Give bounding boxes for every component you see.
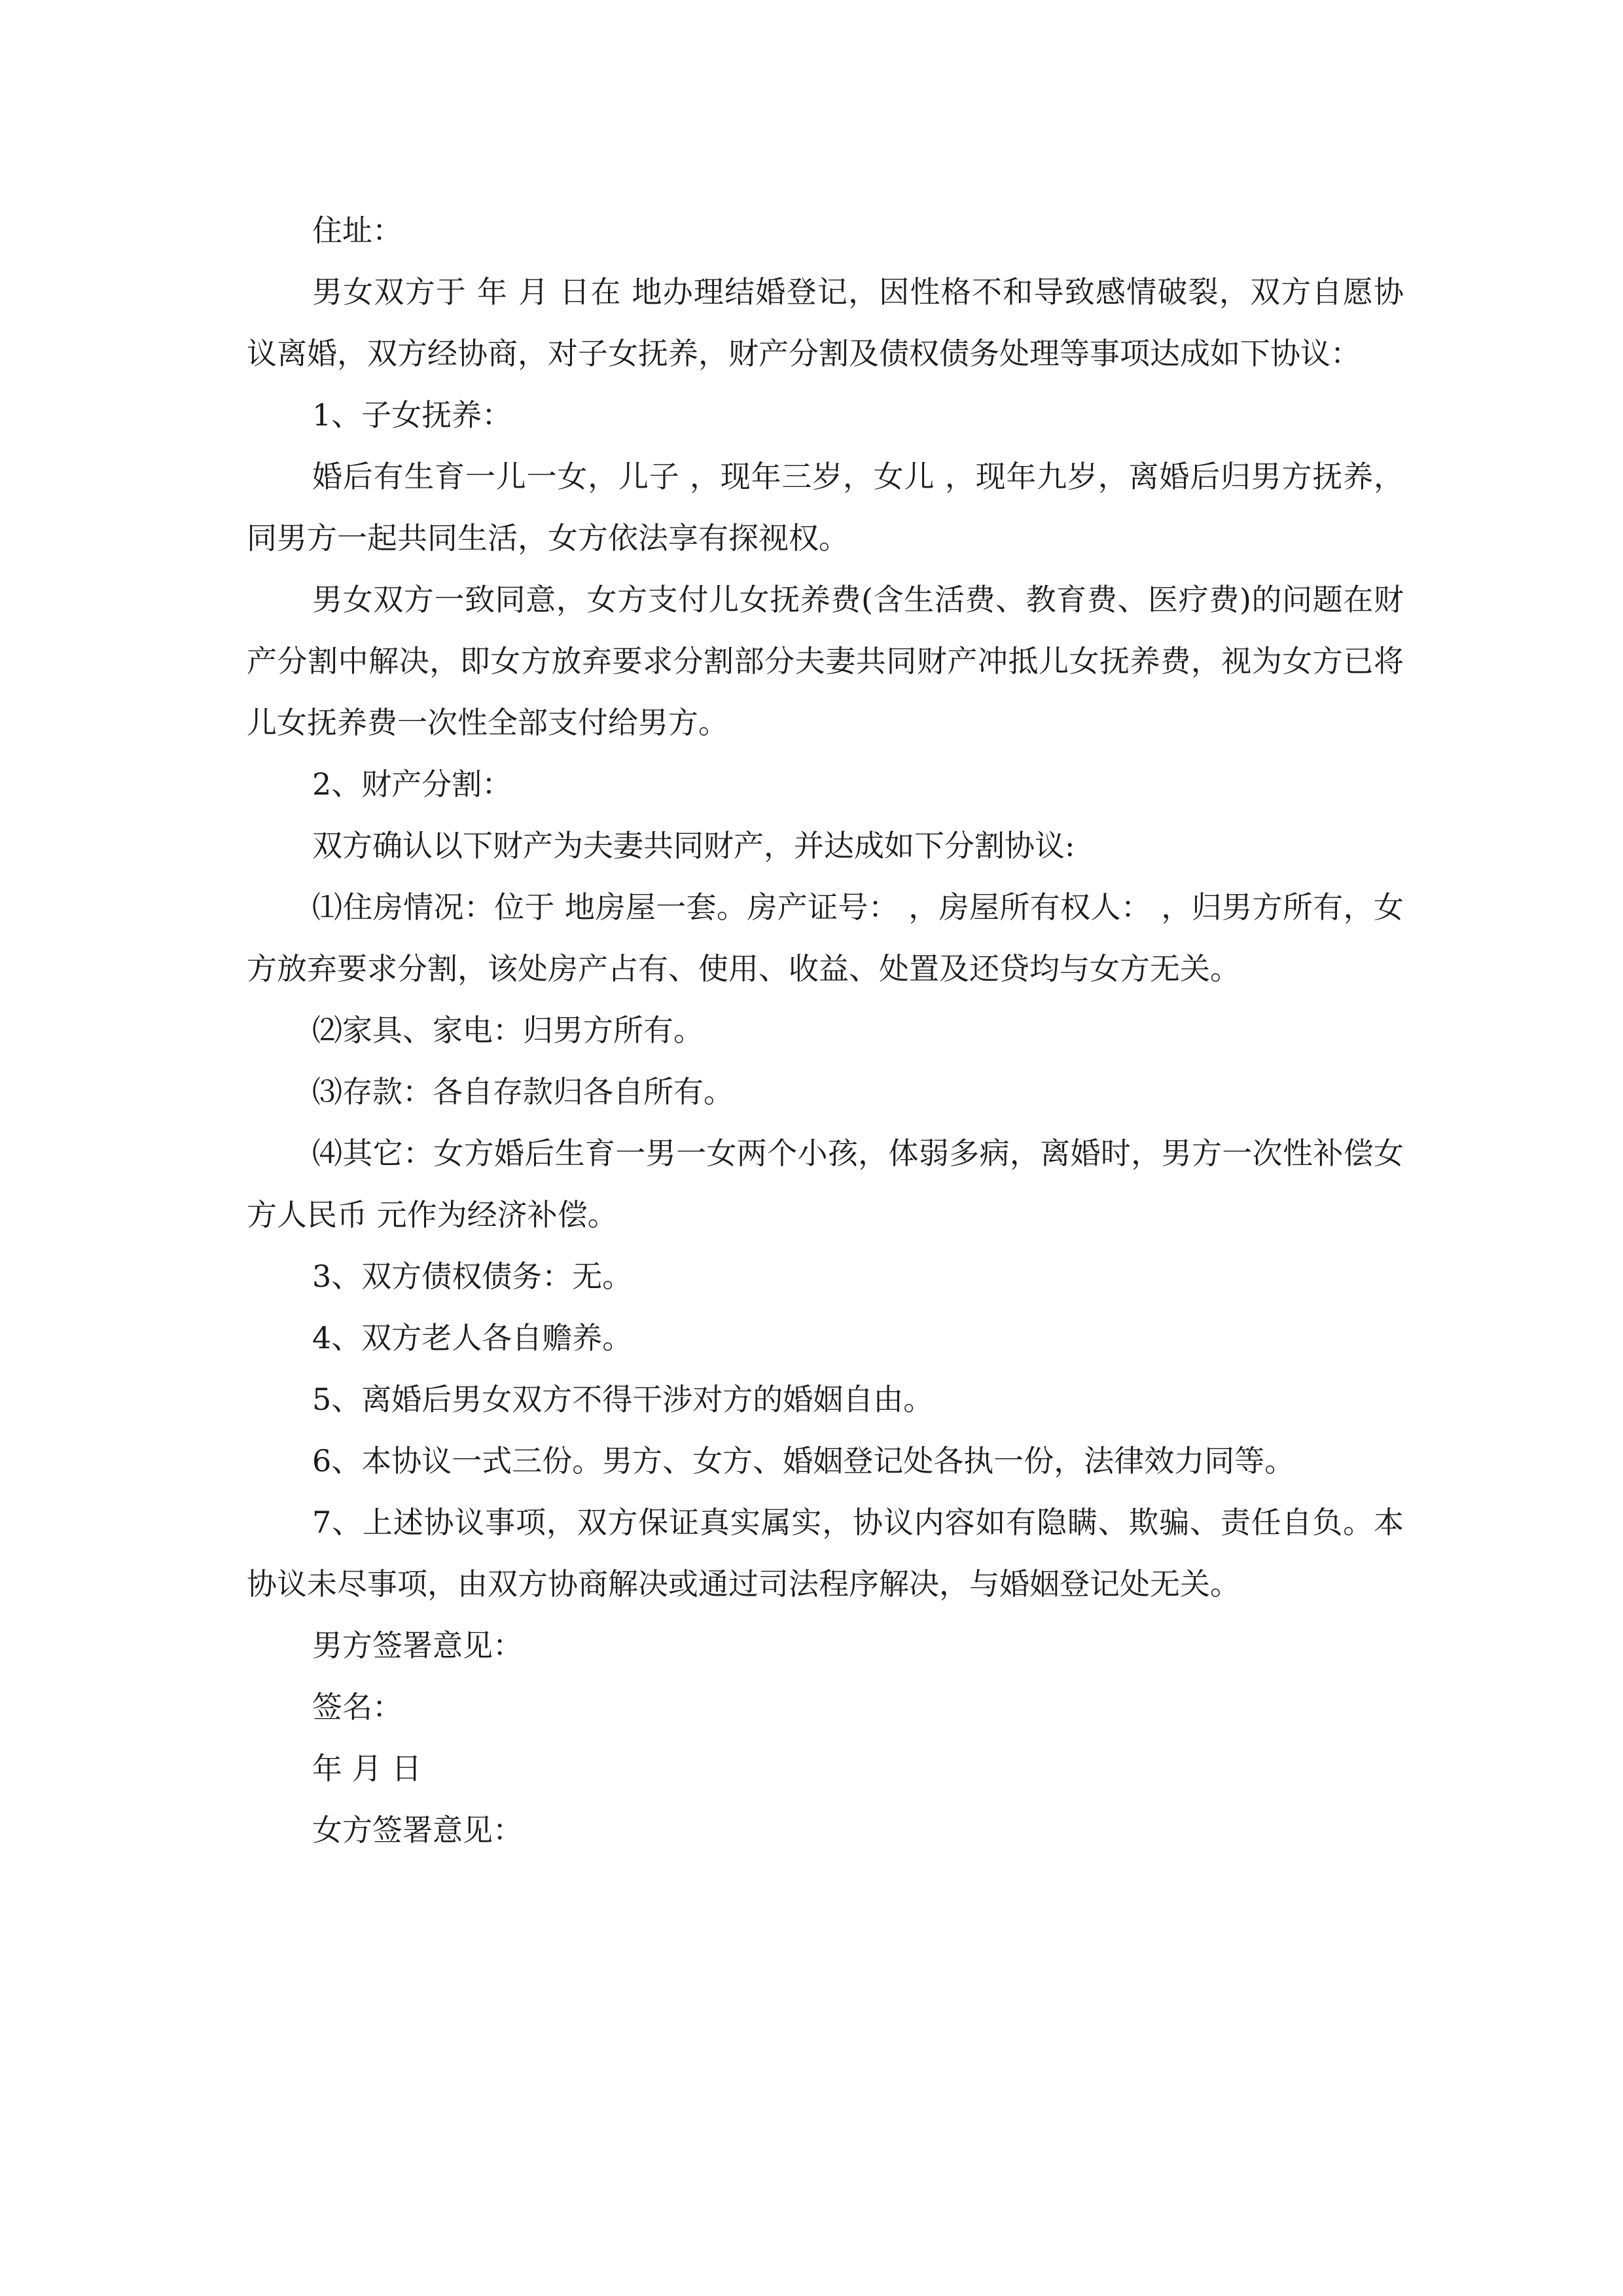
- section-7-guarantee: 7、上述协议事项，双方保证真实属实，协议内容如有隐瞒、欺骗、责任自负。本协议未尽事项，由双方协商解决或通过司法程序解决，与婚姻登记处无关。: [247, 1505, 1404, 1602]
- property-item-other: ⑷其它：女方婚后生育一男一女两个小孩，体弱多病，离婚时，男方一次性补偿女方人民币 元作为经济补偿。: [247, 1136, 1404, 1232]
- section-2-heading: 2、财产分割：: [312, 766, 512, 802]
- section-6-copies: 6、本协议一式三份。男方、女方、婚姻登记处各执一份，法律效力同等。: [312, 1443, 1295, 1479]
- intro-paragraph: 男女双方于 年 月 日在 地办理结婚登记，因性格不和导致感情破裂，双方自愿协议离婚，双方经协商，对子女抚养，财产分割及债权债务处理等事项达成如下协议：: [247, 274, 1404, 371]
- section-3-debts: 3、双方债权债务：无。: [312, 1259, 633, 1294]
- address-line: 住址：: [312, 213, 402, 248]
- property-intro: 双方确认以下财产为夫妻共同财产，并达成如下分割协议:: [312, 828, 1075, 863]
- section-4-elders: 4、双方老人各自赡养。: [312, 1320, 633, 1355]
- child-custody-paragraph: 婚后有生育一儿一女，儿子 ，现年三岁，女儿 ，现年九岁，离婚后归男方抚养，同男方一起共同生活，女方依法享有探视权。: [247, 459, 1404, 556]
- document-body: [247, 200, 1404, 1861]
- property-item-savings: ⑶存款：各自存款归各自所有。: [312, 1074, 734, 1109]
- date-line: 年 月 日: [312, 1751, 422, 1786]
- section-5-freedom: 5、离婚后男女双方不得干涉对方的婚姻自由。: [312, 1382, 934, 1417]
- signature-line: 签名：: [312, 1689, 402, 1725]
- female-signature-opinion: 女方签署意见：: [312, 1812, 523, 1848]
- property-item-furniture: ⑵家具、家电：归男方所有。: [312, 1013, 704, 1048]
- male-signature-opinion: 男方签署意见：: [312, 1628, 523, 1663]
- child-support-paragraph: 男女双方一致同意，女方支付儿女抚养费(含生活费、教育费、医疗费)的问题在财产分割中解决，即女方放弃要求分割部分夫妻共同财产冲抵儿女抚养费，视为女方已将儿女抚养费一次性全部支付给男方。: [247, 582, 1404, 740]
- property-item-housing: ⑴住房情况：位于 地房屋一套。房产证号： ，房屋所有权人： ，归男方所有，女方放弃要求分割，该处房产占有、使用、收益、处置及还贷均与女方无关。: [247, 889, 1404, 986]
- section-1-heading: 1、子女抚养：: [312, 397, 512, 433]
